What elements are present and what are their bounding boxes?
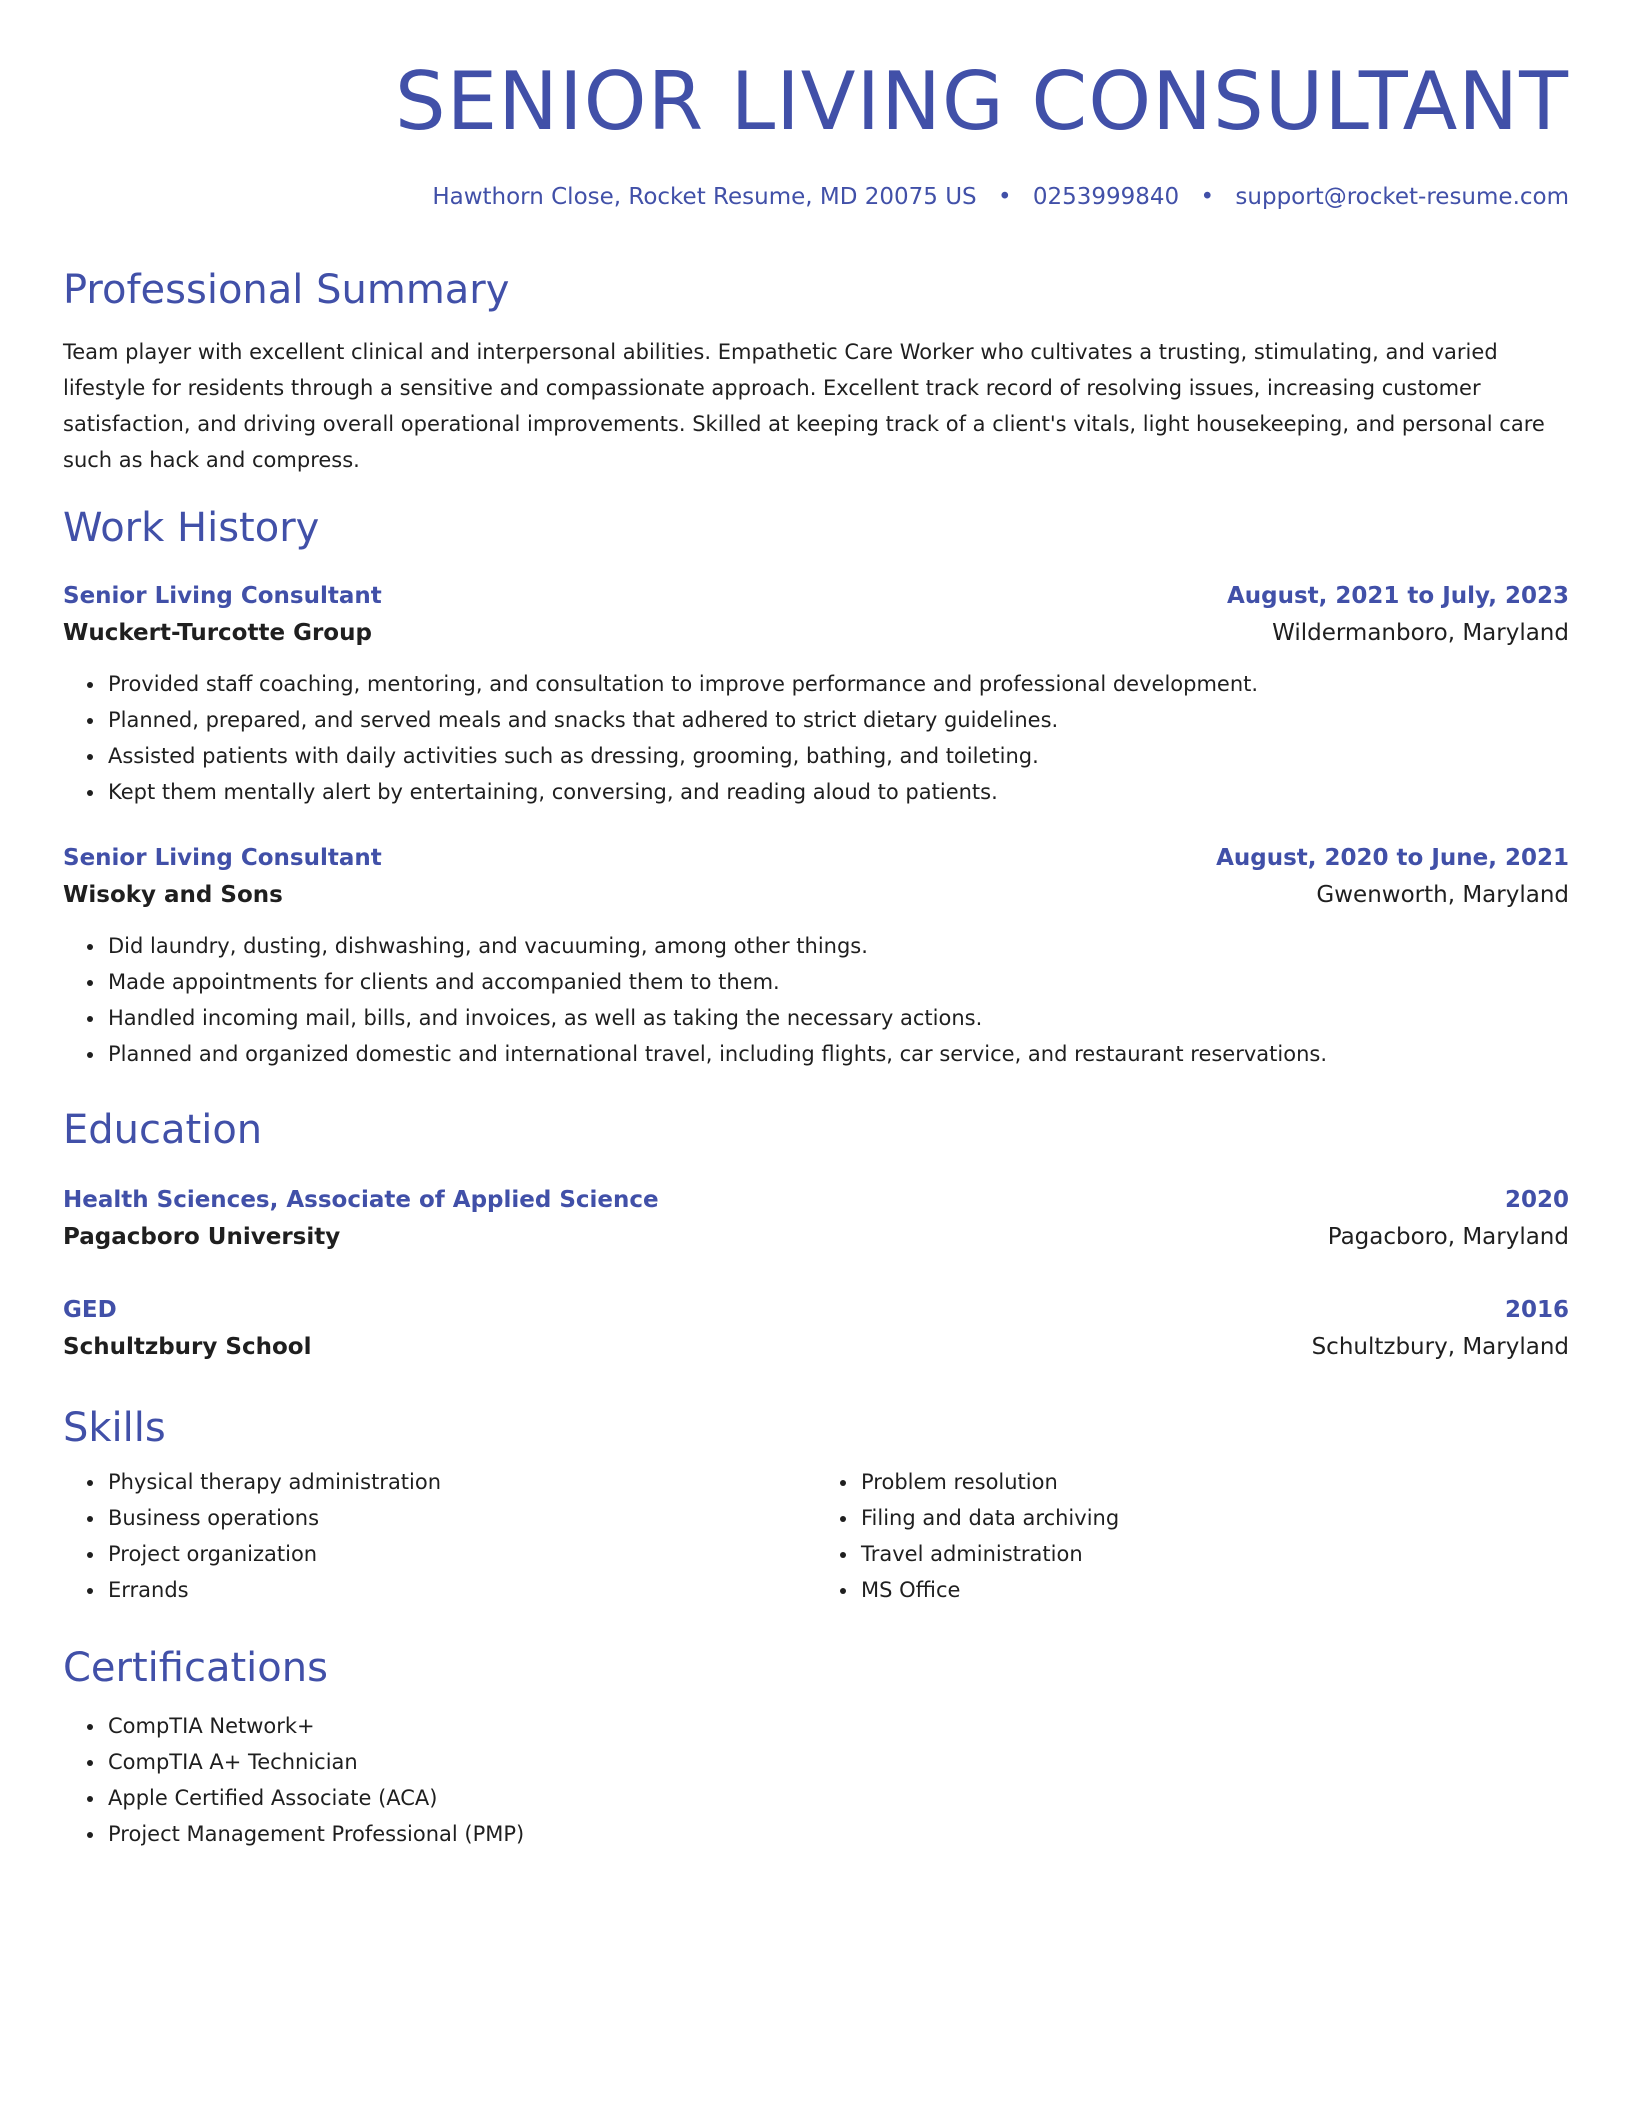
list-item: • MS Office — [859, 1572, 1569, 1608]
education-header-row — [63, 1182, 1569, 1218]
candidate-title: SENIOR LIVING CONSULTANT — [394, 55, 1569, 148]
job-entry — [63, 578, 1569, 810]
job-location: Wildermanboro, Maryland — [1272, 620, 1569, 646]
education-section — [63, 1104, 1569, 1366]
list-item: • Travel administration — [859, 1536, 1569, 1572]
skills-section — [63, 1402, 1569, 1608]
list-item: • CompTIA Network+ — [106, 1708, 1569, 1744]
job-company-row — [63, 614, 1569, 652]
school-name: Pagacboro University — [63, 1224, 341, 1250]
list-item: • Provided staff coaching, mentoring, and consultation to improve performance and professional development. — [106, 666, 1569, 702]
list-item: • Assisted patients with daily activities such as dressing, grooming, bathing, and toileting. — [106, 738, 1569, 774]
education-entry — [63, 1182, 1569, 1256]
list-item: • Project Management Professional (PMP) — [106, 1816, 1569, 1852]
certifications-list — [63, 1708, 1569, 1852]
job-header-row — [63, 578, 1569, 614]
job-duties-list — [63, 666, 1569, 810]
job-role: Senior Living Consultant — [63, 583, 382, 609]
contact-line — [63, 182, 1569, 212]
list-item: • Business operations — [106, 1500, 816, 1536]
summary-section — [63, 264, 1569, 478]
job-dates: August, 2021 to July, 2023 — [1226, 583, 1569, 609]
job-header-row — [63, 840, 1569, 876]
school-location: Pagacboro, Maryland — [1327, 1224, 1569, 1250]
degree: GED — [63, 1297, 117, 1323]
list-item: • Errands — [106, 1572, 816, 1608]
job-duties-list — [63, 928, 1569, 1072]
list-item: • Project organization — [106, 1536, 816, 1572]
job-location: Gwenworth, Maryland — [1316, 882, 1569, 908]
list-item: • Kept them mentally alert by entertaining, conversing, and reading aloud to patients. — [106, 774, 1569, 810]
school-row — [63, 1218, 1569, 1256]
list-item: • Filing and data archiving — [859, 1500, 1569, 1536]
resume-header — [63, 54, 1569, 212]
skills-list-left — [63, 1464, 816, 1608]
education-header-row — [63, 1292, 1569, 1328]
list-item: • Problem resolution — [859, 1464, 1569, 1500]
job-company: Wisoky and Sons — [63, 882, 283, 908]
job-entry — [63, 840, 1569, 1072]
certifications-section — [63, 1642, 1569, 1852]
school-row — [63, 1328, 1569, 1366]
school-location: Schultzbury, Maryland — [1311, 1334, 1569, 1360]
list-item: • Handled incoming mail, bills, and invoices, as well as taking the necessary actions. — [106, 1000, 1569, 1036]
degree: Health Sciences, Associate of Applied Science — [63, 1187, 659, 1213]
job-company: Wuckert-Turcotte Group — [63, 620, 372, 646]
contact-email: support@rocket-resume.com — [1235, 184, 1569, 210]
contact-separator: • — [1200, 184, 1215, 210]
job-company-row — [63, 876, 1569, 914]
summary-heading: Professional Summary — [63, 267, 510, 313]
school-name: Schultzbury School — [63, 1334, 312, 1360]
skills-grid — [63, 1464, 1569, 1608]
job-role: Senior Living Consultant — [63, 845, 382, 871]
contact-phone: 0253999840 — [1032, 184, 1180, 210]
graduation-year: 2020 — [1504, 1187, 1569, 1213]
summary-text: Team player with excellent clinical and interpersonal abilities. Empathetic Care Worker who cultivates a trusting, stimulating, and varied lifestyle for residents through a sensitive and compassionate approach. Excellent track record of resolving issues, increasing customer satisfaction, and driving overall operational improvements. Skilled at keeping track of a client's vitals, light housekeeping, and personal care such as hack and compress. — [63, 340, 1545, 472]
contact-separator: • — [997, 184, 1012, 210]
list-item: • Apple Certified Associate (ACA) — [106, 1780, 1569, 1816]
list-item: • Planned and organized domestic and international travel, including flights, car service, and restaurant reservations. — [106, 1036, 1569, 1072]
list-item: • Did laundry, dusting, dishwashing, and vacuuming, among other things. — [106, 928, 1569, 964]
education-heading: Education — [63, 1107, 263, 1153]
contact-address: Hawthorn Close, Rocket Resume, MD 20075 US — [432, 184, 977, 210]
skills-list-right — [816, 1464, 1569, 1608]
work-history-heading: Work History — [63, 505, 320, 551]
graduation-year: 2016 — [1504, 1297, 1569, 1323]
list-item: • Physical therapy administration — [106, 1464, 816, 1500]
list-item: • CompTIA A+ Technician — [106, 1744, 1569, 1780]
list-item: • Planned, prepared, and served meals and snacks that adhered to strict dietary guidelines. — [106, 702, 1569, 738]
certifications-heading: Certifications — [63, 1645, 328, 1691]
work-history-section — [63, 502, 1569, 1072]
education-entry — [63, 1292, 1569, 1366]
list-item: • Made appointments for clients and accompanied them to them. — [106, 964, 1569, 1000]
skills-heading: Skills — [63, 1405, 166, 1451]
job-dates: August, 2020 to June, 2021 — [1216, 845, 1569, 871]
